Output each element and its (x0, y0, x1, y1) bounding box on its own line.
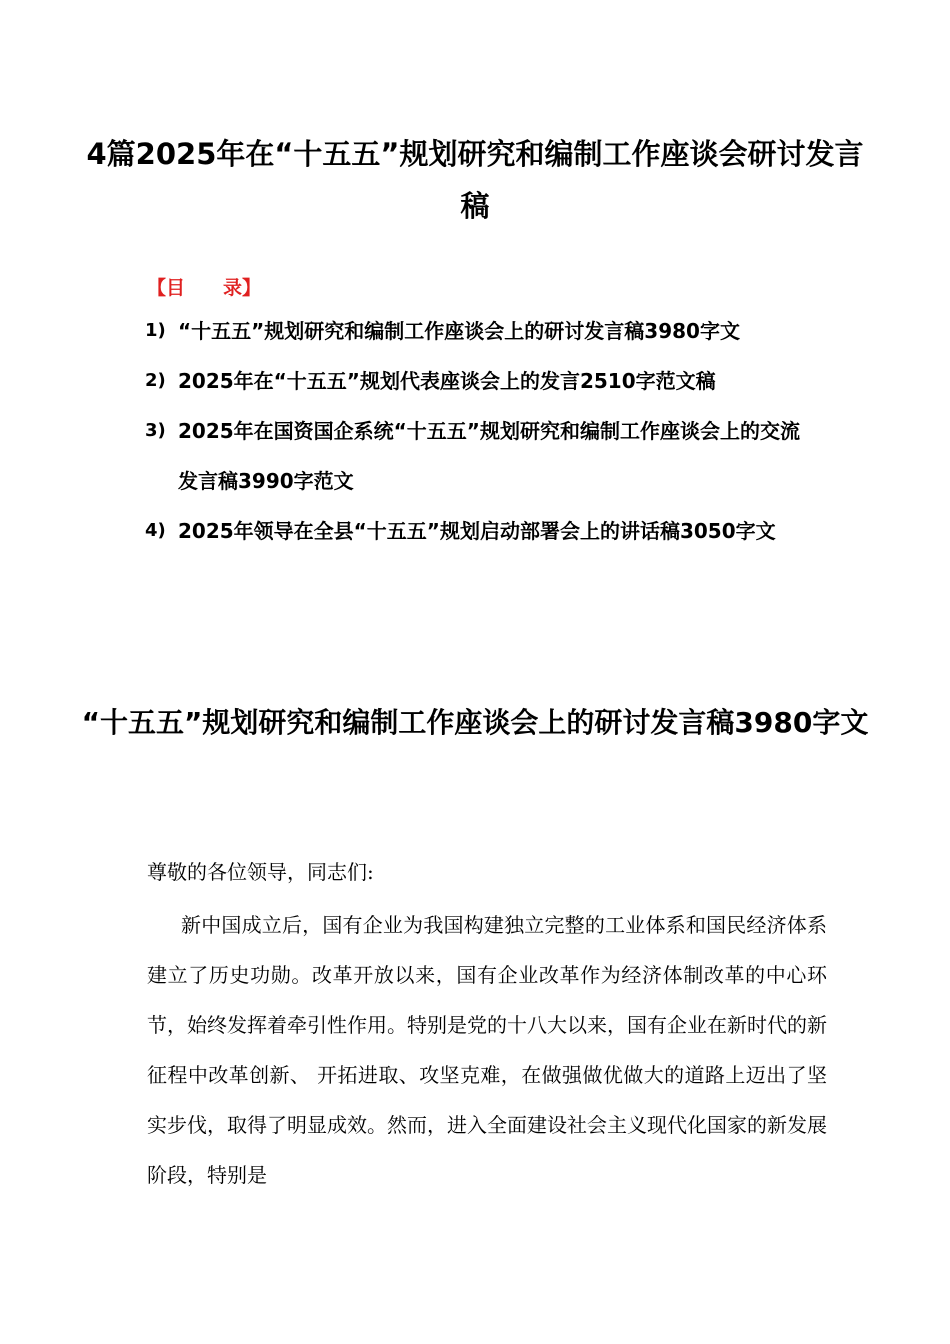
salutation: 尊敬的各位领导，同志们: (147, 860, 374, 884)
toc-heading: 【目 录】 (147, 277, 262, 299)
toc-item-2[interactable] (147, 356, 807, 406)
toc-item-text: 2025年在国资国企系统“十五五”规划研究和编制工作座谈会上的交流发言稿3990字范文 (178, 419, 800, 493)
toc-item-4[interactable] (147, 506, 807, 556)
table-of-contents (147, 306, 807, 556)
toc-item-text: 2025年在“十五五”规划代表座谈会上的发言2510字范文稿 (178, 369, 716, 393)
body-paragraph: 新中国成立后，国有企业为我国构建独立完整的工业体系和国民经济体系建立了历史功勋。改革开放以来，国有企业改革作为经济体制改革的中心环节，始终发挥着牵引性作用。特别是党的十八大以来，国有企业在新时代的新征程中改革创新、 开拓进取、攻坚克难，在做强做优做大的道路上迈出了坚实步伐，取得了明显成效。然而，进入全面建设社会主义现代化国家的新发展阶段，特别是 (147, 913, 827, 1187)
toc-item-1[interactable] (147, 306, 807, 356)
toc-item-number: 2) (145, 370, 166, 391)
main-title: 4篇2025年在“十五五”规划研究和编制工作座谈会研讨发言稿 (86, 137, 864, 223)
toc-item-number: 3) (145, 420, 166, 441)
toc-item-number: 4) (145, 520, 166, 541)
section-title: “十五五”规划研究和编制工作座谈会上的研讨发言稿3980字文 (81, 706, 869, 739)
toc-item-text: 2025年领导在全县“十五五”规划启动部署会上的讲话稿3050字文 (178, 519, 776, 543)
toc-item-3[interactable] (147, 406, 807, 506)
toc-item-number: 1) (145, 320, 166, 341)
toc-item-text: “十五五”规划研究和编制工作座谈会上的研讨发言稿3980字文 (178, 319, 740, 343)
